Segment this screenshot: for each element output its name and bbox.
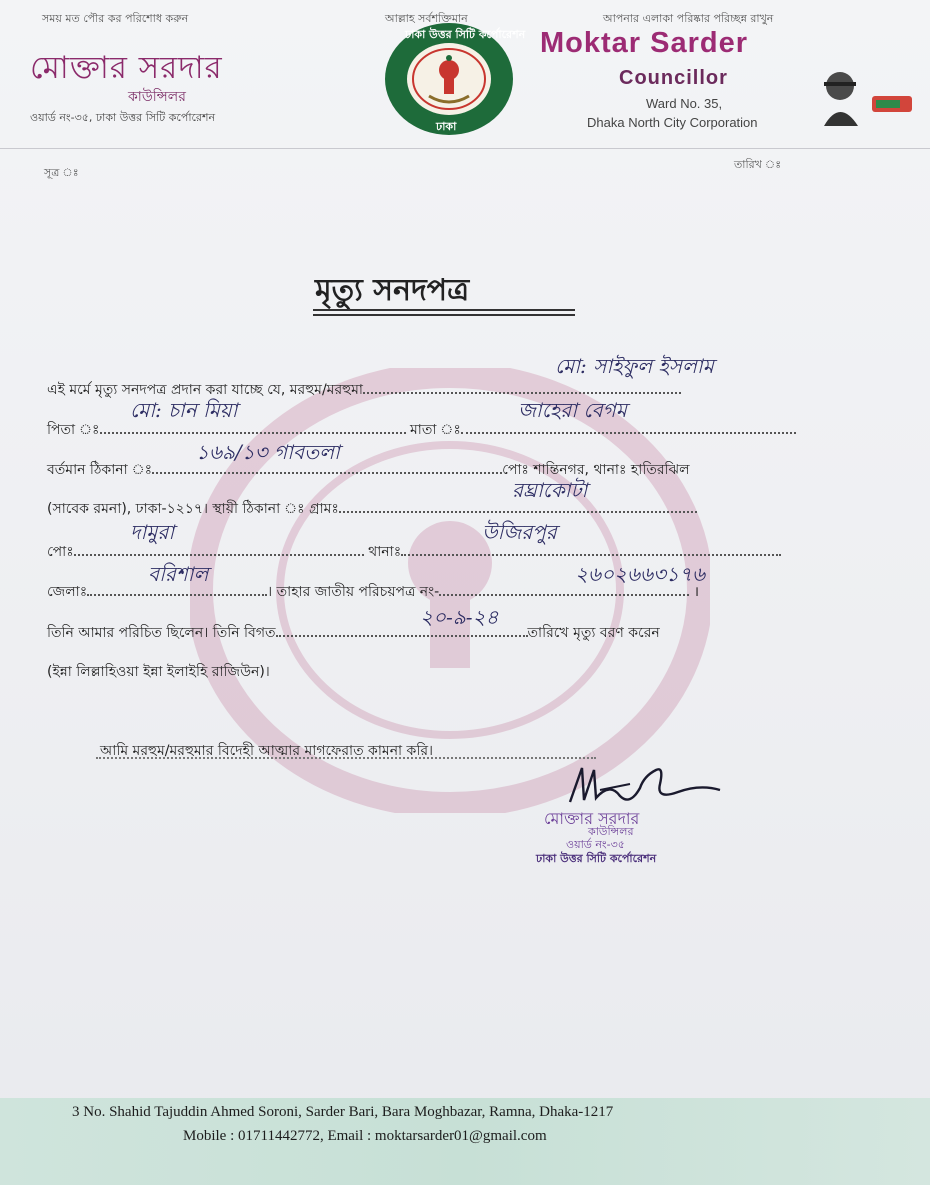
date-label: তারিখ ঃ bbox=[734, 158, 782, 171]
councillor-name-bangla: মোক্তার সরদার bbox=[30, 50, 223, 86]
seal-bottom-text: ঢাকা bbox=[436, 120, 457, 133]
death-date-handwritten: ২০-৯-২৪ bbox=[420, 605, 499, 629]
mother-name-handwritten: জাহেরা বেগম bbox=[518, 398, 627, 422]
councillor-role-english: Councillor bbox=[619, 67, 728, 89]
header-divider bbox=[0, 148, 930, 149]
body-line-7: তিনি আমার পরিচিত ছিলেন। তিনি বিগত তারিখে মৃত্যু বরণ করেন bbox=[47, 621, 660, 645]
body-line-2: পিতা ঃ মাতা ঃ bbox=[47, 418, 796, 442]
closing-prayer: আমি মরহুম/মরহুমার বিদেহী আত্মার মাগফেরাত কামনা করি। bbox=[100, 743, 434, 759]
footer-contact: Mobile : 01711442772, Email : moktarsarder01@gmail.com bbox=[183, 1128, 547, 1144]
title-underline-2 bbox=[313, 314, 575, 316]
footer-address: 3 No. Shahid Tajuddin Ahmed Soroni, Sarder Bari, Bara Moghbazar, Ramna, Dhaka-1217 bbox=[72, 1104, 614, 1120]
nid-number-handwritten: ২৬০২৬৬৩১৭৬ bbox=[575, 562, 706, 586]
stamp-name: মোক্তার সরদার bbox=[544, 809, 640, 828]
body-line-1: এই মর্মে মৃত্যু সনদপত্র প্রদান করা যাচ্ছে যে, মরহুম/মরহুমা bbox=[47, 378, 681, 402]
portrait-logo-icon bbox=[814, 62, 914, 126]
corporation-english: Dhaka North City Corporation bbox=[587, 115, 758, 130]
signature-icon bbox=[560, 762, 730, 810]
title-underline bbox=[313, 309, 575, 311]
header-slogan-left: সময় মত পৌর কর পরিশোধ করুন bbox=[42, 12, 189, 25]
ward-english: Ward No. 35, bbox=[646, 96, 723, 111]
stamp-role: কাউন্সিলর bbox=[588, 825, 634, 838]
stamp-corporation: ঢাকা উত্তর সিটি কর্পোরেশন bbox=[536, 852, 657, 865]
reference-label: সূত্র ঃ bbox=[44, 166, 79, 179]
post-office-handwritten: দামুরা bbox=[130, 520, 175, 544]
header-slogan-right: আপনার এলাকা পরিষ্কার পরিচ্ছন্ন রাখুন bbox=[603, 12, 774, 25]
body-line-4: (সাবেক রমনা), ঢাকা-১২১৭। স্থায়ী ঠিকানা ঃ গ্রামঃ bbox=[47, 497, 697, 521]
councillor-name-english: Moktar Sarder bbox=[540, 27, 749, 59]
body-line-6: জেলাঃ । তাহার জাতীয় পরিচয়পত্র নং- । bbox=[47, 580, 699, 604]
councillor-role-bangla: কাউন্সিলর bbox=[128, 89, 186, 105]
thana-handwritten: উজিরপুর bbox=[482, 520, 557, 544]
present-address-handwritten: ১৬৯/১৩ গাবতলা bbox=[196, 440, 340, 464]
body-line-5: পোঃ থানাঃ bbox=[47, 540, 781, 564]
deceased-name-handwritten: মো: সাইফুল ইসলাম bbox=[555, 354, 714, 378]
father-name-handwritten: মো: চান মিয়া bbox=[130, 398, 238, 422]
ward-bangla: ওয়ার্ড নং-৩৫, ঢাকা উত্তর সিটি কর্পোরেশন bbox=[30, 111, 216, 124]
body-line-8: (ইন্না লিল্লাহিওয়া ইন্না ইলাইহি রাজিউন)। bbox=[47, 664, 270, 680]
body-line-3: বর্তমান ঠিকানা ঃ পোঃ শান্তিনগর, থানাঃ হাতিরঝিল bbox=[47, 458, 690, 482]
header-slogan-center: আল্লাহ সর্বশক্তিমান bbox=[385, 12, 468, 25]
stamp-ward: ওয়ার্ড নং-৩৫ bbox=[566, 838, 625, 851]
seal-top-text: ঢাকা উত্তর সিটি কর্পোরেশন bbox=[405, 28, 526, 41]
village-handwritten: রঘ্রাকোটা bbox=[512, 478, 588, 502]
closing-dotted-line bbox=[96, 757, 596, 759]
certificate-title: মৃত্যু সনদপত্র bbox=[315, 273, 470, 308]
district-handwritten: বরিশাল bbox=[148, 562, 209, 586]
